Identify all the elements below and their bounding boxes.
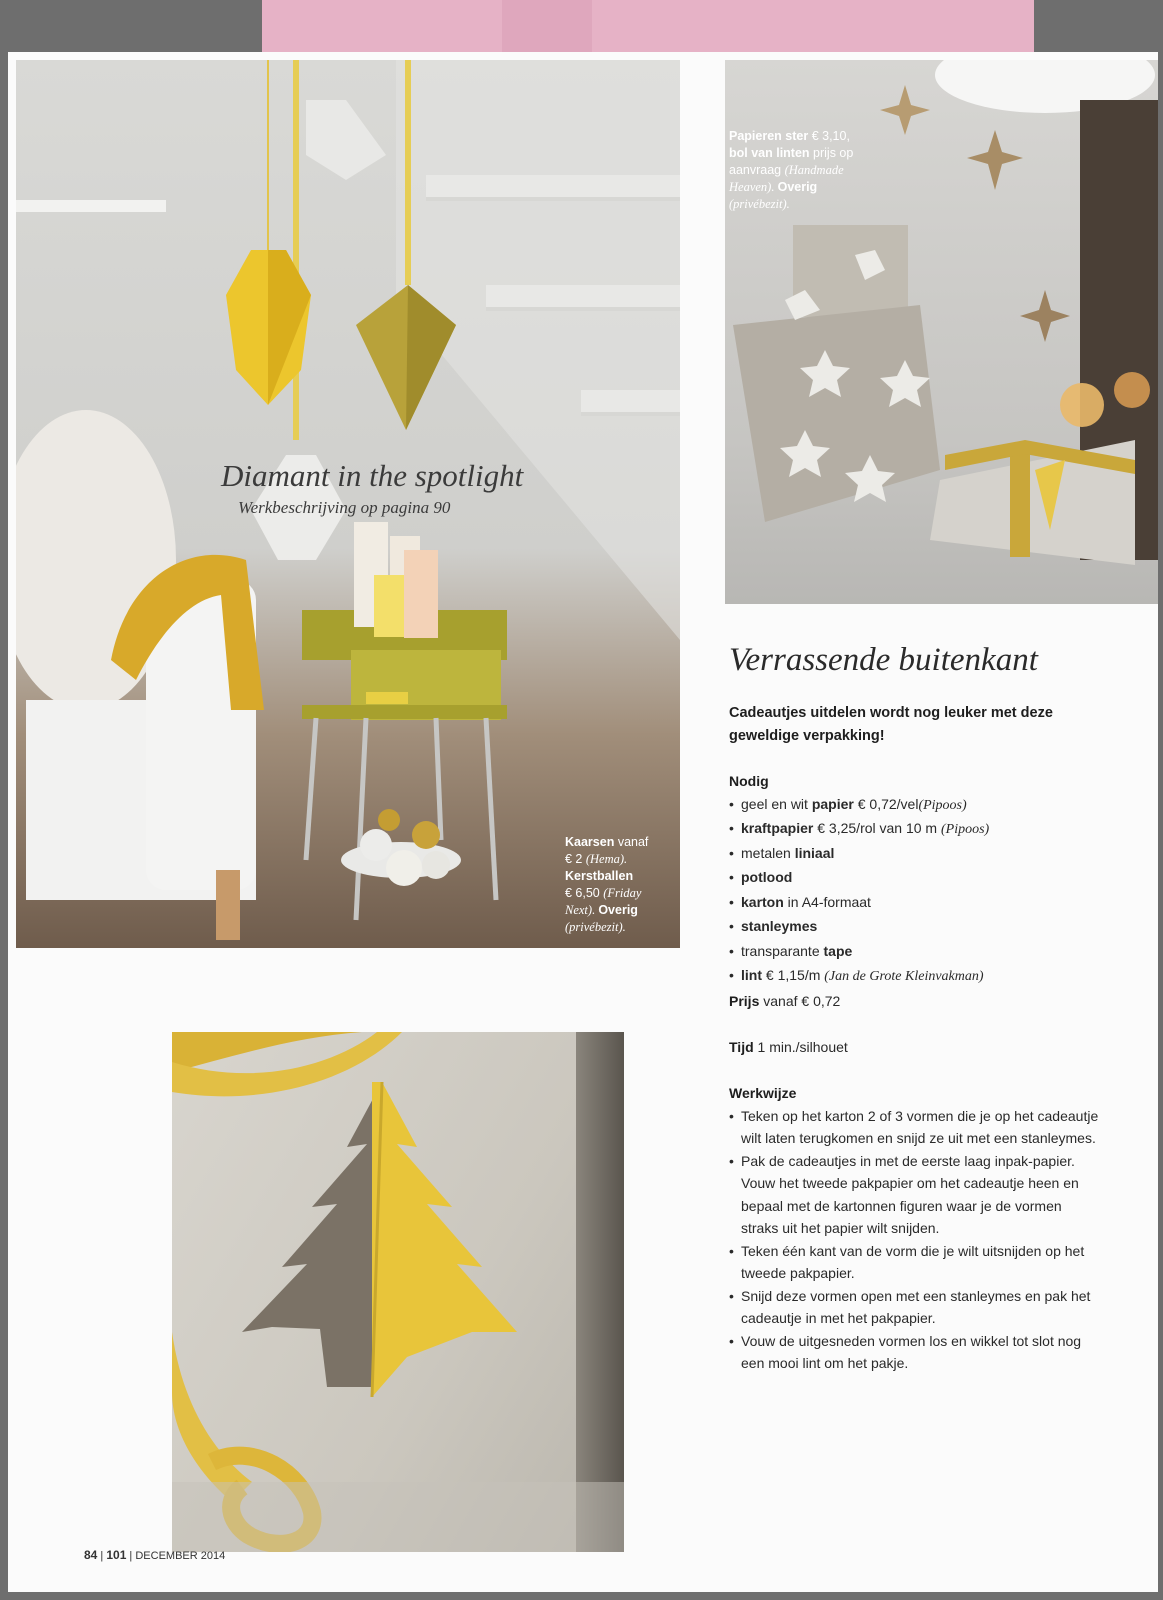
issue-date: | DECEMBER 2014 — [126, 1550, 226, 1562]
caption-text: € 2 — [565, 852, 586, 866]
nodig-item-b: potlood — [741, 869, 793, 885]
photo1-caption — [565, 834, 648, 936]
nodig-item-post: € 1,15/m — [762, 967, 825, 983]
photo-diamond-staircase — [16, 60, 680, 948]
nodig-heading: Nodig — [729, 773, 769, 789]
nodig-item — [729, 964, 1109, 989]
caption-product: Papieren ster — [729, 129, 809, 143]
article-heading: Verrassende buitenkant — [729, 642, 1038, 678]
pink-tape-tab — [262, 0, 1034, 52]
werkwijze-section — [729, 1082, 1099, 1375]
prijs-value: vanaf € 0,72 — [759, 993, 841, 1009]
nodig-item-b: kraftpapier — [741, 820, 814, 836]
caption-source: (privébezit). — [565, 920, 626, 934]
caption-product: bol van linten — [729, 146, 810, 160]
werkwijze-heading: Werkwijze — [729, 1085, 797, 1101]
werkwijze-step: • Teken op het karton 2 of 3 vormen die je op het cadeautje wilt laten terugkomen en snijd ze uit met een stanleymes. — [729, 1105, 1099, 1150]
nodig-item-b: tape — [823, 942, 853, 959]
nodig-item-b: karton — [741, 893, 784, 910]
werkwijze-step: • Snijd deze vormen open met een stanleymes en pak het cadeautje in met het pakpapier. — [729, 1285, 1099, 1330]
tijd-value: 1 min./silhouet — [753, 1039, 848, 1055]
caption-product: Overig — [777, 180, 818, 194]
caption-source: (privébezit). — [729, 197, 790, 211]
nodig-item-pre: geel en wit — [741, 795, 812, 812]
werkwijze-step: • Teken één kant van de vorm die je wilt uitsnijden op het tweede pakpapier. — [729, 1240, 1099, 1285]
spotlight-title: Diamant in the spotlight — [221, 458, 524, 493]
magazine-page — [8, 52, 1158, 1592]
werkwijze-step: • Pak de cadeautjes in met de eerste laag inpak-papier. Vouw het tweede pakpapier om het cadeautje heen en bepaal met de kartonnen figuren waar je de vormen straks uit het papier wilt snijden. — [729, 1150, 1099, 1240]
nodig-item — [729, 842, 1109, 867]
nodig-item-post: in A4-formaat — [783, 893, 871, 910]
photo2-caption — [729, 128, 853, 213]
photo-tree-package — [172, 1032, 624, 1552]
nodig-item — [729, 891, 1109, 916]
caption-text: € 6,50 — [565, 886, 604, 900]
caption-source: (Hema). — [585, 852, 628, 866]
caption-source: Heaven). — [729, 180, 778, 194]
magazine-brand: 101 — [106, 1548, 127, 1562]
caption-product: Overig — [598, 903, 638, 917]
spotlight-subtitle: Werkbeschrijving op pagina 90 — [238, 498, 451, 517]
tijd-line — [729, 1036, 1109, 1059]
caption-text: vanaf — [614, 835, 649, 849]
page-number: 84 — [84, 1548, 98, 1562]
nodig-item-b: stanleymes — [741, 918, 818, 934]
nodig-item-pre: transparante — [741, 942, 824, 959]
nodig-item-post: € 3,25/rol van 10 m — [813, 820, 941, 836]
nodig-item-b: liniaal — [794, 844, 835, 861]
nodig-item-pre: metalen — [741, 844, 795, 861]
nodig-item — [729, 915, 1109, 940]
nodig-item-b: lint — [741, 967, 762, 983]
article-intro: Cadeautjes uitdelen wordt nog leuker met deze geweldige verpakking! — [729, 705, 1053, 744]
page-footer — [84, 1548, 225, 1562]
nodig-item — [729, 793, 1109, 818]
nodig-item-b: papier — [811, 795, 854, 812]
caption-text: aanvraag — [729, 163, 785, 177]
prijs-label: Prijs — [729, 993, 760, 1009]
nodig-item — [729, 866, 1109, 891]
tijd-label: Tijd — [729, 1039, 754, 1055]
werkwijze-step: • Vouw de uitgesneden vormen los en wikkel tot slot nog een mooi lint om het pakje. — [729, 1330, 1099, 1375]
nodig-section — [729, 770, 1109, 989]
nodig-item-i: (Pipoos) — [941, 822, 990, 837]
photo-star-packages — [725, 60, 1158, 604]
caption-text: € 3,10, — [808, 129, 850, 143]
caption-product: Kaarsen — [565, 835, 615, 849]
caption-source: Next). — [565, 903, 599, 917]
nodig-item-i: (Pipoos) — [918, 797, 967, 813]
prijs-line — [729, 990, 1109, 1013]
nodig-item-i: (Jan de Grote Kleinvakman) — [824, 969, 984, 984]
caption-source: (Friday — [603, 886, 642, 900]
photo3-illustration — [172, 1032, 624, 1552]
caption-product: Kerstballen — [565, 869, 634, 883]
nodig-item — [729, 817, 1109, 842]
footer-separator: | — [97, 1550, 107, 1562]
caption-source: (Handmade — [784, 163, 844, 177]
nodig-item-post: € 0,72/vel — [853, 795, 919, 812]
nodig-item — [729, 940, 1109, 965]
caption-text: prijs op — [809, 146, 854, 160]
